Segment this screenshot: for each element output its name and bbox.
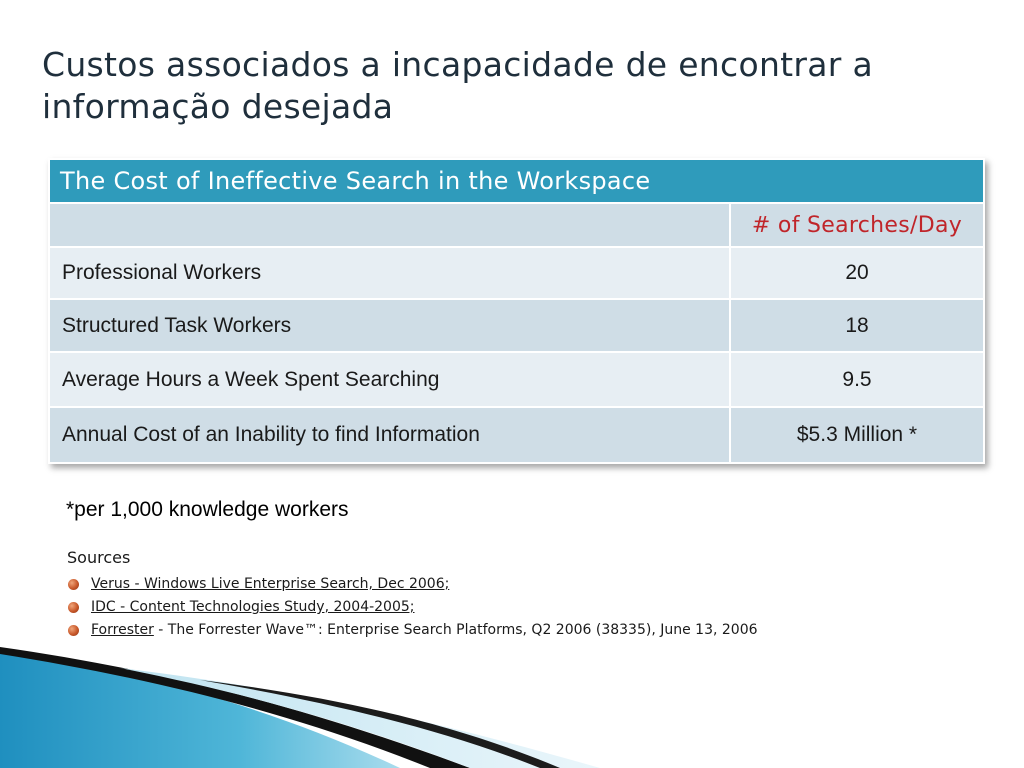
source-link-verus[interactable]: Verus - Windows Live Enterprise Search, Dec 2006; (91, 576, 450, 592)
column-header-searches: # of Searches/Day (730, 203, 984, 247)
row-value: 9.5 (730, 352, 984, 407)
row-value: 18 (730, 299, 984, 352)
row-label: Average Hours a Week Spent Searching (49, 352, 730, 407)
row-value: $5.3 Million * (730, 407, 984, 463)
source-link-forrester[interactable]: Forrester (91, 622, 154, 638)
row-label: Professional Workers (49, 247, 730, 299)
row-label: Annual Cost of an Inability to find Information (49, 407, 730, 463)
footnote: *per 1,000 knowledge workers (66, 498, 349, 521)
source-text-forrester: - The Forrester Wave™: Enterprise Search Platforms, Q2 2006 (38335), June 13, 2006 (153, 622, 758, 638)
slide-title-line-1: Custos associados a incapacidade de encontrar a (42, 45, 873, 84)
table-header: The Cost of Ineffective Search in the Workspace (49, 159, 984, 203)
row-label: Structured Task Workers (49, 299, 730, 352)
row-value: 20 (730, 247, 984, 299)
sources-heading: Sources (67, 548, 131, 567)
slide-title-line-2: informação desejada (42, 87, 394, 126)
source-link-idc[interactable]: IDC - Content Technologies Study, 2004-2005; (91, 599, 415, 615)
